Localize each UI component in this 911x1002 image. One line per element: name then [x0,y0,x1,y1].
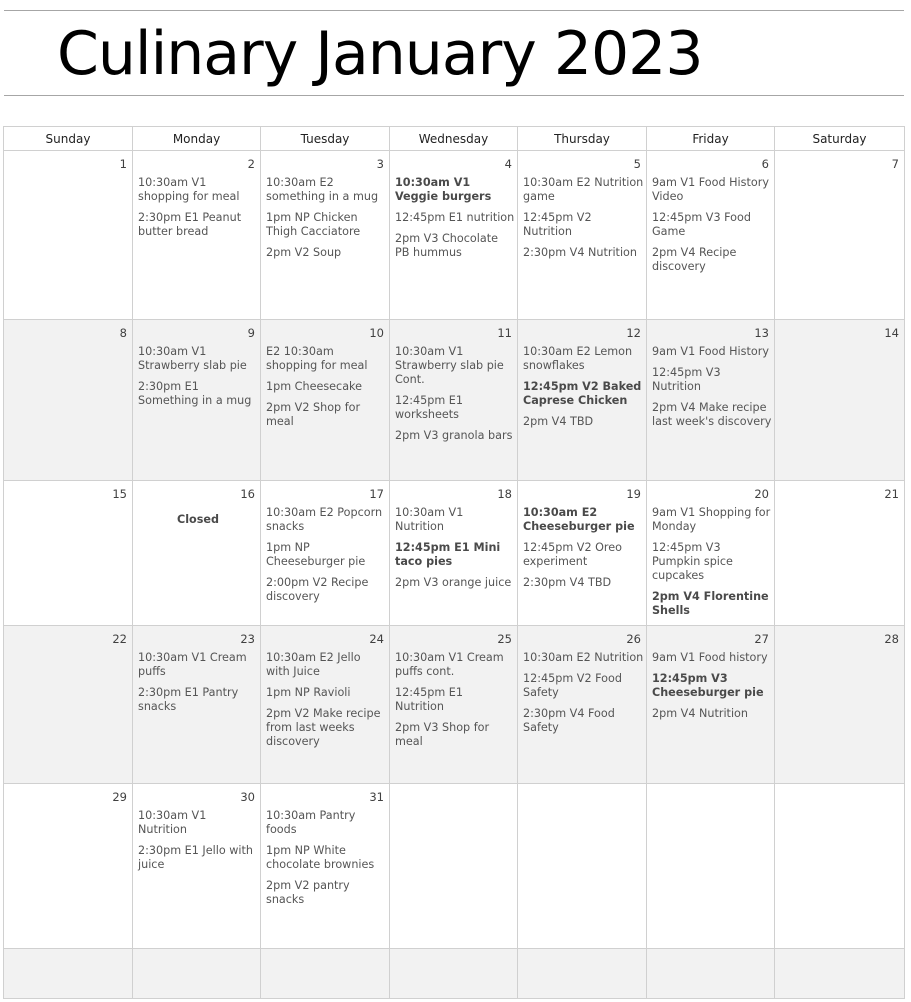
event-list [775,647,904,651]
day-number: 10 [369,326,384,340]
event-list [261,970,389,974]
calendar-event: 2pm V2 Make recipe from last weeks discovery [266,707,381,748]
day-number: 22 [112,632,127,646]
week-row [4,784,905,949]
calendar-event: 12:45pm E1 Mini taco pies [395,541,501,568]
calendar-event: 12:45pm E1 Nutrition [395,686,463,713]
week-row [4,949,905,999]
day-cell[interactable] [4,320,133,481]
day-cell[interactable] [775,481,905,626]
day-cell[interactable] [518,949,647,999]
event-list [390,970,517,974]
calendar-event: 2:30pm V4 Nutrition [523,246,637,259]
calendar-event: 10:30am Pantry foods [266,809,356,836]
day-number: 20 [754,487,769,501]
day-cell[interactable] [4,626,133,784]
day-cell[interactable] [133,481,261,626]
event-list [4,502,132,506]
day-number: 12 [626,326,641,340]
calendar-event: 2:30pm E1 Pantry snacks [138,686,239,713]
calendar-event: 12:45pm V2 Nutrition [523,211,592,238]
day-number [775,784,904,805]
event-list [775,172,904,176]
calendar-event: 10:30am V1 shopping for meal [138,176,240,203]
calendar-event: 10:30am V1 Cream puffs cont. [395,651,504,678]
day-number: 5 [633,157,641,171]
title-divider [4,95,904,96]
calendar-event: 2pm V2 Shop for meal [266,401,361,428]
day-number: 3 [376,157,384,171]
calendar-event: 9am V1 Shopping for Monday [652,506,771,533]
day-cell[interactable] [647,949,775,999]
event-list [518,805,646,809]
day-number: 26 [626,632,641,646]
event-list [4,647,132,651]
calendar-event: 12:45pm V3 Nutrition [652,366,721,393]
event-list [518,970,646,974]
event-list [390,341,517,443]
day-cell[interactable] [518,626,647,784]
event-list [775,805,904,809]
week-row [4,151,905,320]
day-cell[interactable] [775,320,905,481]
day-number: 29 [112,790,127,804]
event-list [518,172,646,260]
calendar-event: 2:00pm V2 Recipe discovery [266,576,369,603]
day-cell[interactable] [390,626,518,784]
calendar-event: 12:45pm V2 Oreo experiment [523,541,623,568]
day-number: 13 [754,326,769,340]
calendar-event: 2:30pm E1 Peanut butter bread [138,211,242,238]
event-list [133,970,260,974]
day-number: 8 [119,326,127,340]
day-number [518,949,646,970]
calendar-event: 2:30pm V4 TBD [523,576,612,589]
calendar-event: 10:30am E2 something in a mug [266,176,379,203]
day-cell[interactable] [4,784,133,949]
calendar-event: 1pm NP Ravioli [266,686,351,699]
day-number: 31 [369,790,384,804]
day-cell[interactable] [647,320,775,481]
event-list [390,172,517,260]
day-cell[interactable] [775,784,905,949]
calendar-event: 2pm V4 Florentine Shells [652,590,769,617]
day-number [4,949,132,970]
day-cell[interactable] [518,481,647,626]
event-list [775,341,904,345]
day-cell[interactable] [775,151,905,320]
calendar-event: 10:30am V1 Strawberry slab pie Cont. [395,345,504,386]
day-number: 23 [240,632,255,646]
event-list [261,805,389,907]
day-number [647,949,774,970]
event-list [647,341,774,429]
calendar-event: 10:30am E2 Popcorn snacks [266,506,383,533]
day-number [518,784,646,805]
calendar-event: 2pm V2 pantry snacks [266,879,350,906]
calendar-event: 2pm V3 Chocolate PB hummus [395,232,498,259]
day-number: 15 [112,487,127,501]
calendar-event: 10:30am V1 Strawberry slab pie [138,345,247,372]
day-number: 1 [119,157,127,171]
calendar-event: 10:30am V1 Nutrition [395,506,464,533]
calendar-event: 2pm V4 TBD [523,415,594,428]
event-list [4,341,132,345]
event-list [261,502,389,604]
day-number: 21 [884,487,899,501]
event-list [261,647,389,749]
event-list [647,805,774,809]
day-number: 24 [369,632,384,646]
calendar-event: 10:30am E2 Jello with Juice [266,651,361,678]
day-cell[interactable] [390,481,518,626]
day-number [261,949,389,970]
calendar-event: 9am V1 Food history [652,651,768,664]
day-cell[interactable] [261,949,390,999]
calendar-event: 2pm V4 Make recipe last week's discovery [652,401,772,428]
calendar-grid [3,126,905,999]
top-divider [4,10,904,11]
calendar-event: 12:45pm V3 Pumpkin spice cupcakes [652,541,733,582]
day-number: 11 [497,326,512,340]
day-cell[interactable] [133,784,261,949]
day-number: 7 [891,157,899,171]
weekday-header: Saturday [775,127,905,151]
day-number [390,949,517,970]
event-list [4,172,132,176]
calendar-event: 12:45pm V3 Cheeseburger pie [652,672,764,699]
day-number: 6 [761,157,769,171]
event-list [775,970,904,974]
day-cell[interactable] [647,626,775,784]
event-list [775,502,904,506]
day-number [775,949,904,970]
event-list [261,172,389,260]
day-cell[interactable] [133,949,261,999]
calendar-event: 10:30am V1 Nutrition [138,809,207,836]
calendar-event: 10:30am E2 Cheeseburger pie [523,506,635,533]
calendar-event: 2pm V4 Recipe discovery [652,246,737,273]
calendar-event: E2 10:30am shopping for meal [266,345,368,372]
weekday-header-row [4,127,905,151]
weekday-header: Sunday [4,127,133,151]
day-cell[interactable] [133,320,261,481]
page-title: Culinary January 2023 [57,19,703,89]
day-number: 14 [884,326,899,340]
event-list [133,341,260,408]
day-number: 2 [247,157,255,171]
weekday-header: Friday [647,127,775,151]
event-list [647,970,774,974]
weekday-header: Thursday [518,127,647,151]
event-list [133,172,260,239]
event-list [518,502,646,590]
day-cell[interactable] [133,151,261,320]
event-list [390,647,517,749]
event-list [4,970,132,974]
weekday-header: Tuesday [261,127,390,151]
day-cell[interactable] [261,481,390,626]
day-cell[interactable] [775,949,905,999]
calendar-event: 2pm V2 Soup [266,246,342,259]
event-list [518,647,646,735]
day-number [647,784,774,805]
day-cell[interactable] [518,151,647,320]
event-list [133,502,260,527]
day-number: 27 [754,632,769,646]
calendar-event: 2:30pm E1 Jello with juice [138,844,253,871]
day-cell[interactable] [518,320,647,481]
event-list [647,172,774,274]
calendar-event: 12:45pm V3 Food Game [652,211,751,238]
event-list [261,341,389,429]
calendar-event: 2pm V3 orange juice [395,576,512,589]
calendar-event: 10:30am E2 Lemon snowflakes [523,345,633,372]
day-cell[interactable] [133,626,261,784]
calendar-event: 2pm V4 Nutrition [652,707,748,720]
day-cell[interactable] [775,626,905,784]
day-cell[interactable] [390,784,518,949]
calendar-event: 10:30am V1 Cream puffs [138,651,247,678]
calendar-event: 10:30am V1 Veggie burgers [395,176,492,203]
day-number: 4 [504,157,512,171]
day-number: 16 [240,487,255,501]
calendar-event: 12:45pm E1 nutrition [395,211,515,224]
day-cell[interactable] [261,320,390,481]
day-cell[interactable] [261,626,390,784]
day-cell[interactable] [647,151,775,320]
event-list [390,805,517,809]
week-row [4,481,905,626]
day-number: 30 [240,790,255,804]
day-cell[interactable] [390,320,518,481]
day-cell[interactable] [4,481,133,626]
calendar-event: 9am V1 Food History Video [652,176,769,203]
calendar-event: 1pm NP Chicken Thigh Cacciatore [266,211,361,238]
event-list [4,805,132,809]
day-cell[interactable] [261,151,390,320]
weekday-header: Monday [133,127,261,151]
calendar-event: 10:30am E2 Nutrition [523,651,644,664]
event-list [518,341,646,429]
day-number: 28 [884,632,899,646]
week-row [4,320,905,481]
calendar-event: 9am V1 Food History [652,345,769,358]
week-row [4,626,905,784]
event-list [133,647,260,714]
calendar-event: 2:30pm V4 Food Safety [523,707,615,734]
calendar-event: 1pm Cheesecake [266,380,363,393]
event-list [647,502,774,618]
day-number [133,949,260,970]
day-cell[interactable] [647,784,775,949]
day-number [390,784,517,805]
weekday-header: Wednesday [390,127,518,151]
calendar-event: 12:45pm V2 Food Safety [523,672,622,699]
day-number: 19 [626,487,641,501]
day-cell[interactable] [390,949,518,999]
day-number: 9 [247,326,255,340]
event-list [390,502,517,590]
calendar-event: 10:30am E2 Nutrition game [523,176,644,203]
day-cell[interactable] [4,151,133,320]
calendar-event: 2pm V3 Shop for meal [395,721,490,748]
day-number: 18 [497,487,512,501]
day-number: 17 [369,487,384,501]
day-cell[interactable] [647,481,775,626]
calendar-event: 12:45pm E1 worksheets [395,394,463,421]
calendar-event: 1pm NP Cheeseburger pie [266,541,366,568]
day-cell[interactable] [261,784,390,949]
day-cell[interactable] [518,784,647,949]
day-number: 25 [497,632,512,646]
calendar-event: Closed [177,513,219,526]
calendar-event: 12:45pm V2 Baked Caprese Chicken [523,380,642,407]
day-cell[interactable] [4,949,133,999]
day-cell[interactable] [390,151,518,320]
calendar-event: 1pm NP White chocolate brownies [266,844,375,871]
calendar-event: 2:30pm E1 Something in a mug [138,380,252,407]
calendar-event: 2pm V3 granola bars [395,429,513,442]
event-list [133,805,260,872]
event-list [647,647,774,721]
calendar-body [4,151,905,999]
